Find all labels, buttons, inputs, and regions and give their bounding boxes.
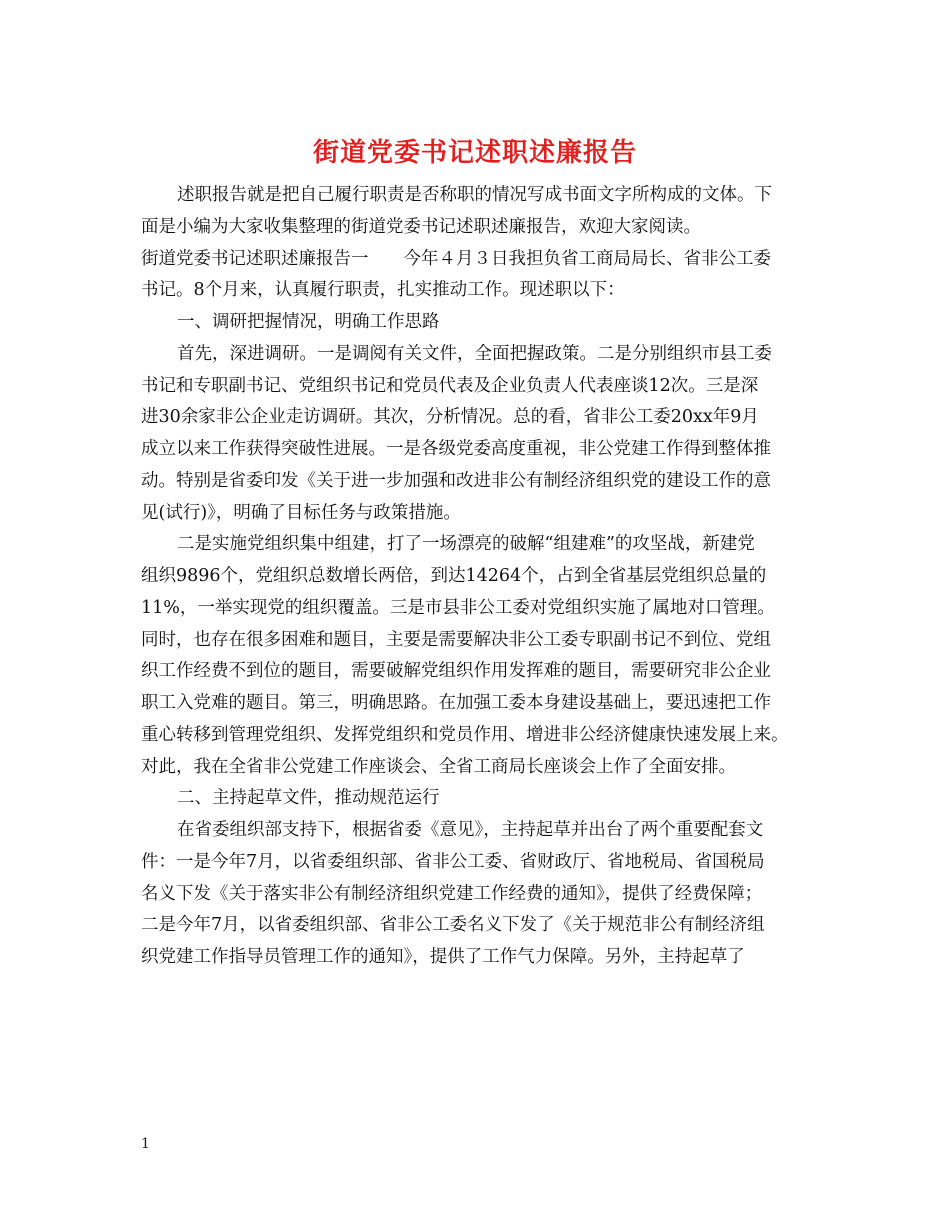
text-line: 二是实施党组织集中组建，打了一场漂亮的破解“组建难”的攻坚战，新建党	[177, 534, 755, 555]
text-line: 进30余家非公企业走访调研。其次，分析情况。总的看，省非公工委20xx年9月	[141, 407, 759, 428]
text-line: 一、调研把握情况，明确工作思路	[177, 312, 440, 332]
document-title: 街道党委书记述职述廉报告	[312, 138, 637, 168]
text-line: 街道党委书记述职述廉报告一 今年４月３日我担负省工商局局长、省非公工委	[141, 248, 771, 269]
text-line: 名义下发《关于落实非公有制经济组织党建工作经费的通知》，提供了经费保障；	[141, 883, 763, 904]
text-line: 成立以来工作获得突破性进展。一是各级党委高度重视，非公党建工作得到整体推	[141, 439, 771, 459]
text-line: 组织9896个，党组织总数增长两倍，到达14264个，占到全省基层党组织总量的	[141, 566, 767, 586]
text-line: 二是今年7月，以省委组织部、省非公工委名义下发了《关于规范非公有制经济组	[141, 915, 765, 936]
text-line: 见(试行)》，明确了目标任务与政策措施。	[141, 502, 461, 523]
text-line: 对此，我在全省非公党建工作座谈会、全省工商局长座谈会上作了全面安排。	[141, 756, 736, 777]
text-line: 首先，深进调研。一是调阅有关文件，全面把握政策。二是分别组织市县工委	[177, 343, 772, 364]
text-line: 面是小编为大家收集整理的街道党委书记述职述廉报告，欢迎大家阅读。	[141, 216, 701, 237]
text-line: 在省委组织部支持下，根据省委《意见》，主持起草并出台了两个重要配套文	[177, 820, 764, 840]
text-line: 重心转移到管理党组织、发挥党组织和党员作用、增进非公经济健康快速发展上来。	[141, 724, 789, 745]
text-line: 职工入党难的题目。第三，明确思路。在加强工委本身建设基础上，要迅速把工作	[141, 693, 771, 713]
text-line: 动。特别是省委印发《关于进一步加强和改进非公有制经济组织党的建设工作的意	[141, 470, 771, 491]
text-line: 同时，也存在很多困难和题目，主要是需要解决非公工委专职副书记不到位、党组	[141, 629, 771, 650]
text-line: 11%，一举实现党的组织覆盖。三是市县非公工委对党组织实施了属地对口管理。	[141, 597, 775, 618]
text-line: 书记和专职副书记、党组织书记和党员代表及企业负责人代表座谈12次。三是深	[141, 375, 759, 396]
page-number: 1	[141, 1136, 150, 1152]
document-body	[141, 180, 821, 974]
text-line: 织党建工作指导员管理工作的通知》，提供了工作气力保障。另外，主持起草了	[141, 947, 745, 967]
text-line: 书记。8个月来，认真履行职责，扎实推动工作。现述职以下：	[141, 280, 625, 301]
text-line: 述职报告就是把自己履行职责是否称职的情况写成书面文字所构成的文体。下	[177, 185, 772, 205]
text-line: 二、主持起草文件，推动规范运行	[177, 788, 440, 809]
text-line: 织工作经费不到位的题目，需要破解党组织作用发挥难的题目，需要研究非公企业	[141, 661, 771, 682]
text-line: 件：一是今年7月，以省委组织部、省非公工委、省财政厅、省地税局、省国税局	[141, 851, 765, 872]
